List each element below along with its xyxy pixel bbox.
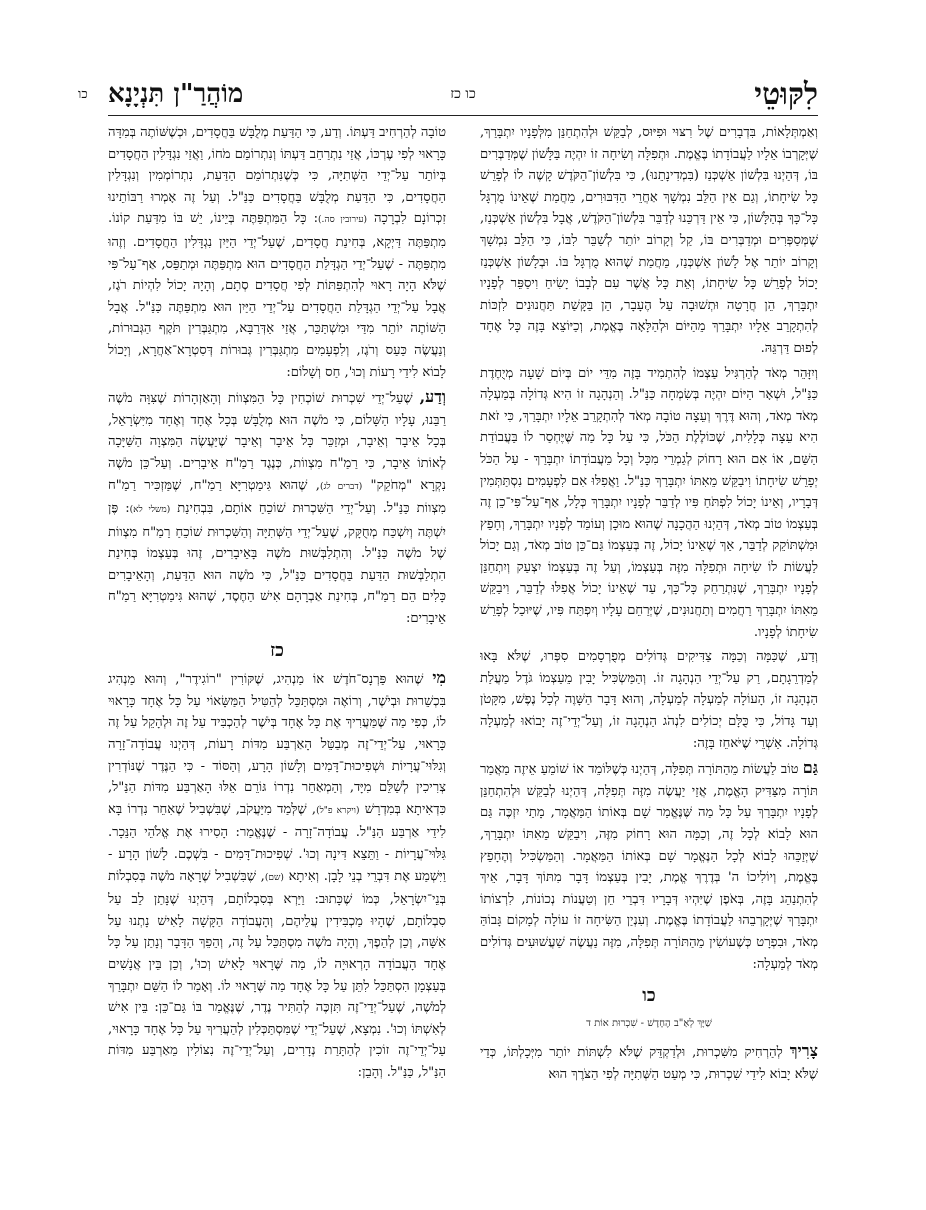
source-reference: (שם) <box>264 872 284 883</box>
running-title-right: לִקּוּטֵי <box>754 76 818 112</box>
paragraph-body: , שֶׁהוּא גִּימַטְרִיָּא רַמַ"ח, שֶׁמַּזְכִּיר רַמַ"ח מִצְווֹת כַּנַּ"ל. וְעַל־יְדֵי הַשִּׁכְרוּת שׁוֹכֵחַ אוֹתָם, בִּבְחִינַת <box>108 477 446 517</box>
section-heading: כז <box>270 639 284 661</box>
paragraph <box>108 386 446 630</box>
source-reference: (דברים לג) <box>319 481 363 492</box>
paragraph-body: טוֹב לַעֲשׂוֹת מֵהַתּוֹרָה תְּפִלָּה, דְּהַיְנוּ כְּשֶׁלּוֹמֵד אוֹ שׁוֹמֵעַ אֵיזֶה מַאֲמַר תּוֹרָה מִצַּדִּיק הָאֱמֶת, אֲזַי יַעֲשֶׂה מִזֶּה תְּפִלָּה, דְּהַיְנוּ לְבַקֵּשׁ וּלְהִתְחַנֵּן לְפָנָיו יִתְבָּרַךְ עַל כָּל מַה שֶּׁנֶּאֱמַר שָׁם בְּאוֹתוֹ הַמַּאֲמָר, מָתַי יִזְכֶּה גַּם הוּא לָבוֹא לְכָל זֶה, וְכַמָּה הוּא רָחוֹק מִזֶּה, וִיבַקֵּשׁ מֵאִתּוֹ יִתְבָּרַךְ, שֶׁיְּזַכֵּהוּ לָבוֹא לְכָל הַנֶּאֱמָר שָׁם בְּאוֹתוֹ הַמַּאֲמָר. וְהַמַּשְׂכִּיל וְהֶחָפֵץ בֶּאֱמֶת, וְיוֹלִיכוֹ ה' בְּדֶרֶךְ אֱמֶת, יָבִין בְּעַצְמוֹ דָּבָר מִתּוֹךְ דָּבָר, אֵיךְ לְהִתְנַהֵג בָּזֶה, בְּאֹפֶן שֶׁיִּהְיוּ דְּבָרָיו דִּבְרֵי חֵן וְטַעֲנוֹת נְכוֹנוֹת, לִרְצוֹתוֹ יִתְבָּרַךְ שֶׁיְּקָרְבֵהוּ לַעֲבוֹדָתוֹ בֶּאֱמֶת. וְעִנְיַן הַשִּׂיחָה זוֹ עוֹלָה לְמָקוֹם גָּבוֹהַּ מְאֹד, וּבִפְרָט כְּשֶׁעוֹשִׂין מֵהַתּוֹרָה תְּפִלָּה, מִזֶּה נַעֲשֶׂה שַׁעֲשׁוּעִים גְּדוֹלִים מְאֹד לְמַעְלָה: <box>480 762 818 972</box>
paragraph-lead-word: מִי <box>432 668 446 688</box>
paragraph <box>108 122 446 383</box>
paragraph: וְדַע, שֶׁכַּמָּה וְכַמָּה צַדִּיקִים גְּדוֹלִים מְפֻרְסָמִים סִפְּרוּ, שֶׁלֹּא בָּאוּ לְמַדְרֵגָתָם, רַק עַל־יְדֵי הַנְהָגָה זוֹ. וְהַמַּשְׂכִּיל יָבִין מֵעַצְמוֹ גֹּדֶל מַעֲלַת הַנְהָגָה זוֹ, הָעוֹלָה לְמַעְלָה לְמַעְלָה, וְהוּא דָּבָר הַשָּׁוֶה לְכָל נֶפֶשׁ, מִקָּטֹן וְעַד גָּדוֹל, כִּי כֻּלָּם יְכוֹלִים לִנְהֹג הַנְהָגָה זוֹ, וְעַל־יְדֵי־זֶה יָבוֹאוּ לְמַעְלָה גְּדוֹלָה. אַשְׁרֵי שֶׁיֹּאחֵז בָּזֶה: <box>480 649 818 751</box>
paragraph-body: לְהַרְחִיק מִשִּׁכְרוּת, וּלְדַקְדֵּק שֶׁלֹּא לִשְׁתּוֹת יוֹתֵר מִיְּכָלְתּוֹ, כְּדֵי שֶׁלֹּא יָבוֹא לִידֵי שִׁכְרוּת, כִּי מְעַט הַשְּׁתִיָּה לְפִי הַצֹּרֶךְ הוּא <box>480 1045 818 1082</box>
paragraph-body: שֶׁהוּא פַּרְנָס־חֹדֶשׁ אוֹ מַנְהִיג, שֶׁקּוֹרִין "רוֹגִידֶר", וְהוּא מַנְהִיג בִּכְשֵׁרוּת וּבְיֹשֶׁר, וְרוֹאֶה וּמִסְתַּכֵּל לְהַטִּיל הַמַּשָּׂאוֹי עַל כָּל אֶחָד כָּרָאוּי לוֹ, כְּפִי מַה שֶּׁמַּעֲרִיךְ אֶת כָּל אֶחָד בְּיֹשֶׁר לְהַכְבִּיד עַל זֶה וּלְהָקֵל עַל זֶה כָּרָאוּי, עַל־יְדֵי־זֶה מְבַטֵּל הָאַרְבַּע מִדּוֹת רָעוֹת, דְּהַיְנוּ עֲבוֹדָה־זָרָה וְגִלּוּי־עֲרָיוֹת וּשְׁפִיכוּת־דָּמִים וְלָשׁוֹן הָרָע, וְהַסּוֹד - כִּי הַנֶּדֶר שֶׁנּוֹדְרִין צְרִיכִין לְשַׁלֵּם מִיָּד, וְהַמְאַחֵר נִדְרוֹ גּוֹרֵם אֵלּוּ הָאַרְבַּע מִדּוֹת הַנַּ"ל, כִּדְאִיתָא בְּמִדְרָשׁ <box>108 672 446 817</box>
paragraph-body: , שֶׁבִּשְׁבִיל שֶׁרָאָה מֹשֶׁה בְּסִבְלוֹת בְּנֵי־יִשְׂרָאֵל, כְּמוֹ שֶׁכָּתוּב: וַיַּרְא בְּסִבְלוֹתָם, דְּהַיְנוּ שֶׁנָּתַן לֵב עַל סִבְלוֹתָם, שֶׁהָיוּ מַכְבִּידִין עֲלֵיהֶם, וְהָעֲבוֹדָה הַקָּשָׁה לָאִישׁ נָתְנוּ עַל אִשָּׁה, וְכֵן לְהֵפֶךְ, וְהָיָה מֹשֶׁה מִסְתַּכֵּל עַל זֶה, וְהֵפֵךְ הַדָּבָר וְנָתַן עַל כָּל אֶחָד הָעֲבוֹדָה הָרְאוּיָה לוֹ, מַה שֶּׁרָאוּי לָאִישׁ וְכוּ', וְכֵן בֵּין אֲנָשִׁים בְּעַצְמָן הִסְתַּכֵּל לִתֵּן עַל כָּל אֶחָד מַה שֶּׁרָאוּי לוֹ. וְאָמַר לוֹ הַשֵּׁם יִתְבָּרַךְ לְמֹשֶׁה, שֶׁעַל־יְדֵי־זֶה תִּזְכֶּה לְהַתִּיר נֶדֶר, שֶׁנֶּאֱמַר בּוֹ גַּם־כֵּן: בֵּין אִישׁ לְאִשְׁתּוֹ וְכוּ'. נִמְצָא, שֶׁעַל־יְדֵי שֶׁמִּסְתַּכְּלִין לְהַעֲרִיךְ עַל כָּל אֶחָד כָּרָאוּי, עַל־יְדֵי־זֶה זוֹכִין לְהַתָּרַת נְדָרִים, וְעַל־יְדֵי־זֶה נִצּוֹלִין מֵאַרְבַּע מִדּוֹת הַנַּ"ל, כַּנַּ"ל. וְהָבֵן: <box>108 868 446 1080</box>
paragraph <box>108 667 446 1083</box>
paragraph: וְיִזָּהֵר מְאֹד לְהַרְגִּיל עַצְמוֹ לְהִתְמִיד בָּזֶה מִדֵּי יוֹם בְּיוֹם שָׁעָה מְיֻחֶדֶת כַּנַּ"ל, וּשְׁאָר הַיּוֹם יִהְיֶה בְּשִׂמְחָה כַּנַּ"ל. וְהַנְהָגָה זוֹ הִיא גְּדוֹלָה בְּמַעְלָה מְאֹד מְאֹד, וְהוּא דֶּרֶךְ וְעֵצָה טוֹבָה מְאֹד לְהִתְקָרֵב אֵלָיו יִתְבָּרַךְ, כִּי זֹאת הִיא עֵצָה כְּלָלִית, שֶׁכּוֹלֶלֶת הַכֹּל, כִּי עַל כָּל מַה שֶּׁיֶּחְסַר לוֹ בַּעֲבוֹדַת הַשֵּׁם, אוֹ אִם הוּא רָחוֹק לְגַמְרֵי מִכָּל וְכָל מֵעֲבוֹדָתוֹ יִתְבָּרַךְ - עַל הַכֹּל יְפָרֵשׁ שִׂיחָתוֹ וִיבַקֵּשׁ מֵאִתּוֹ יִתְבָּרַךְ כַּנַּ"ל. וַאֲפִלּוּ אִם לִפְעָמִים נִסְתַּתְּמִין דְּבָרָיו, וְאֵינוֹ יָכוֹל לִפְתֹּחַ פִּיו לְדַבֵּר לְפָנָיו יִתְבָּרַךְ כְּלָל, אַף־עַל־פִּי־כֵן זֶה בְּעַצְמוֹ טוֹב מְאֹד, דְּהַיְנוּ הַהֲכָנָה שֶׁהוּא מוּכָן וְעוֹמֵד לְפָנָיו יִתְבָּרַךְ, וְחָפֵץ וּמִשְׁתּוֹקֵק לְדַבֵּר, אַךְ שֶׁאֵינוֹ יָכוֹל, זֶה בְּעַצְמוֹ גַּם־כֵּן טוֹב מְאֹד, וְגַם יָכוֹל לַעֲשׂוֹת לוֹ שִׂיחָה וּתְפִלָּה מִזֶּה בְּעַצְמוֹ, וְעַל זֶה בְּעַצְמוֹ יִצְעַק וְיִתְחַנֵּן לְפָנָיו יִתְבָּרַךְ, שֶׁנִּתְרַחֵק כָּל־כָּךְ, עַד שֶׁאֵינוֹ יָכוֹל אֲפִלּוּ לְדַבֵּר, וִיבַקֵּשׁ מֵאִתּוֹ יִתְבָּרַךְ רַחֲמִים וְתַחֲנוּנִים, שֶׁיְּרַחֵם עָלָיו וְיִפְתַּח פִּיו, שֶׁיּוּכַל לְפָרֵשׁ שִׂיחָתוֹ לְפָנָיו. <box>480 365 818 640</box>
paragraph-lead-word: וְדַע, <box>419 387 446 407</box>
source-reference: (ויקרא פ"ל) <box>316 805 360 816</box>
paragraph-lead-word: צָרִיךְ <box>789 1041 818 1061</box>
running-title-left: מוֹהֲרַ"ן תִּנְיָנָא <box>108 79 244 109</box>
page-number-center: כו כז <box>450 85 476 102</box>
paragraph-body: : כָּל הַמִּתְפַּתֶּה בְּיֵינוֹ, יֵשׁ בּוֹ מִדַּעַת קוֹנוֹ. מִתְפַּתֶּה דַּיְקָא, בְּחִינַת חֲסָדִים, שֶׁעַל־יְדֵי הַיַּיִן נִגְדָּלִין הַחֲסָדִים. וְזֶהוּ מִתְפַּתֶּה - שֶׁעַל־יְדֵי הַגְדָּלַת הַחֲסָדִים הוּא מִתְפַּתֶּה וּמְתַפֵּס, אַף־עַל־פִּי שֶׁלֹּא הָיָה רָאוּי לְהִתְפַּתּוֹת לְפִי חֲסָדִים סְתָם, וְהָיָה יָכוֹל לִהְיוֹת רֹגֶז, אֲבָל עַל־יְדֵי הַגְדָּלַת הַחֲסָדִים עַל־יְדֵי הַיַּיִן הוּא מִתְפַּתֶּה כַּנַּ"ל. אֲבָל הַשּׁוֹתֶה יוֹתֵר מִדַּי וּמִשְׁתַּכֵּר, אֲזַי אַדְּרַבָּא, מִתְגַּבְּרִין תֹּקֶף הַגְּבוּרוֹת, וְנַעֲשֶׂה כַּעַס וְרֹגֶז, וְלִפְעָמִים מִתְגַּבְּרִין גְּבוּרוֹת דְּסִטְרָא־אַחֲרָא, וְיָכוֹל לָבוֹא לִידֵי רָעוֹת וְכוּ', חַס וְשָׁלוֹם: <box>108 211 446 380</box>
section-subheading: שַׁיָּךְ לְאַ"ב הֶחָדָשׁ - שִׁכְרוּת אוֹת ד <box>586 1017 712 1029</box>
section-heading: כו <box>642 985 656 1007</box>
text-column-left <box>108 122 446 1182</box>
paragraph-body: שֶׁעַל־יְדֵי שִׁכְרוּת שׁוֹכְחִין כָּל הַמִּצְווֹת וְהָאַזְהָרוֹת שֶׁצִּוָּה מֹשֶׁה רַבֵּנוּ, עָלָיו הַשָּׁלוֹם, כִּי מֹשֶׁה הוּא מְלֻבָּשׁ בְּכָל אֶחָד וְאֶחָד מִיִּשְׂרָאֵל, בְּכָל אֵיבָר וְאֵיבָר, וּמְזַכֵּר כָּל אֵיבָר וְאֵיבָר שֶׁיַּעֲשֶׂה הַמִּצְוָה הַשַּׁיָּכָה לְאוֹתוֹ אֵיבָר, כִּי רַמַ"ח מִצְווֹת, כְּנֶגֶד רַמַ"ח אֵיבָרִים. וְעַל־כֵּן מֹשֶׁה נִקְרָא "מְחֹקֵק" <box>108 391 446 493</box>
paragraph: וְאַמְתְּלָאוֹת, בִּדְבָרִים שֶׁל רִצּוּי וּפִיּוּס, לְבַקֵּשׁ וּלְהִתְחַנֵּן מִלְּפָנָיו יִתְבָּרַךְ, שֶׁיְּקָרְבוֹ אֵלָיו לַעֲבוֹדָתוֹ בֶּאֱמֶת. וּתְפִלָּה וְשִׂיחָה זוֹ יִהְיֶה בַּלָּשׁוֹן שֶׁמְּדַבְּרִים בּוֹ, דְּהַיְנוּ בִּלְשׁוֹן אַשְׁכְּנַז (בִּמְדִינָתֵנוּ), כִּי בִּלְשׁוֹן־הַקֹּדֶשׁ קָשֶׁה לוֹ לְפָרֵשׁ כָּל שִׂיחָתוֹ, וְגַם אֵין הַלֵּב נִמְשָׁךְ אַחֲרֵי הַדִּבּוּרִים, מֵחֲמַת שֶׁאֵינוֹ מֻרְגָּל כָּל־כָּךְ בְּהַלָּשׁוֹן, כִּי אֵין דַּרְכֵּנוּ לְדַבֵּר בִּלְשׁוֹן־הַקֹּדֶשׁ, אֲבָל בִּלְשׁוֹן אַשְׁכְּנַז, שֶׁמְּסַפְּרִים וּמְדַבְּרִים בּוֹ, קַל וְקָרוֹב יוֹתֵר לְשַׁבֵּר לִבּוֹ, כִּי הַלֵּב נִמְשָׁךְ וְקָרוֹב יוֹתֵר אֶל לָשׁוֹן אַשְׁכְּנַז, מֵחֲמַת שֶׁהוּא מֻרְגָּל בּוֹ. וּבְלָשׁוֹן אַשְׁכְּנַז יָכוֹל לְפָרֵשׁ כָּל שִׂיחָתוֹ, וְאֵת כָּל אֲשֶׁר עִם לְבָבוֹ יָשִׂיחַ וִיסַפֵּר לְפָנָיו יִתְבָּרַךְ, הֵן חֲרָטָה וּתְשׁוּבָה עַל הֶעָבָר, הֵן בַּקָּשַׁת תַּחֲנוּנִים לִזְכּוֹת לְהִתְקָרֵב אֵלָיו יִתְבָּרַךְ מֵהַיּוֹם וּלְהַלָּאָה בֶּאֱמֶת, וְכַיּוֹצֵא בָּזֶה כָּל אֶחָד לְפוּם דַּרְגֵּהּ. <box>480 125 818 356</box>
paragraph <box>480 757 818 975</box>
paragraph-lead-word: גַּם <box>802 758 818 778</box>
source-reference: (עירובין סה.) <box>318 215 368 226</box>
source-reference: (משלי לא) <box>129 505 171 516</box>
header-rule <box>108 115 818 116</box>
paragraph <box>480 1040 818 1085</box>
running-header <box>78 74 818 114</box>
page-number-left: כו <box>78 87 88 102</box>
text-column-right <box>480 122 818 1182</box>
paragraph-body: , שֶׁלְּמַד מִיַּעֲקֹב, שֶׁבִּשְׁבִיל שֶׁאִחֵר נִדְרוֹ בָּא לִידֵי אַרְבַּע הַנַּ"ל. עֲבוֹדָה־זָרָה - שֶׁנֶּאֱמַר: הָסִירוּ אֶת אֱלֹהֵי הַנֵּכָר. גִּלּוּי־עֲרָיוֹת - וַתֵּצֵא דִּינָה וְכוּ'. שְׁפִיכוּת־דָּמִים - בִּשְׁכֶם. לָשׁוֹן הָרָע - וַיִּשְׁמַע אֶת דִּבְרֵי בְנֵי לָבָן. וְאִיתָא <box>108 801 446 884</box>
paragraph-body: טוֹבָה לְהַרְחִיב דַּעְתּוֹ. וְדַע, כִּי הַדַּעַת מְלֻבָּשׁ בַּחֲסָדִים, וּכְשֶׁשּׁוֹתֶה בְּמִדָּה כָּרָאוּי לְפִי עֶרְכּוֹ, אֲזַי נִתְרַחֵב דַּעְתּוֹ וְנִתְרוֹמֵם מֹחוֹ, וַאֲזַי נִגְדָּלִין הַחֲסָדִים בְּיוֹתֵר עַל־יְדֵי הַשְּׁתִיָּה, כִּי כְּשֶׁנִּתְרוֹמֵם הַדַּעַת, נִתְרוֹמְמִין וְנִגְדָּלִין הַחֲסָדִים, כִּי הַדַּעַת מְלֻבָּשׁ בַּחֲסָדִים כַּנַּ"ל. וְעַל זֶה אָמְרוּ רַבּוֹתֵינוּ זִכְרוֹנָם לִבְרָכָה <box>108 125 446 227</box>
paragraph-body: : פֶּן יִשְׁתֶּה וְיִשְׁכַּח מְחֻקָּק, שֶׁעַל־יְדֵי הַשְּׁתִיָּה וְהַשִּׁכְרוּת שׁוֹכֵחַ רַמַ"ח מִצְווֹת שֶׁל מֹשֶׁה כַּנַּ"ל. וְהִתְלַבְּשׁוּת מֹשֶׁה בָּאֵיבָרִים, זֶהוּ בְּעַצְמוֹ בְּחִינַת הִתְלַבְּשׁוּת הַדַּעַת בַּחֲסָדִים כַּנַּ"ל, כִּי מֹשֶׁה הוּא הַדַּעַת, וְהָאֵיבָרִים כָּלִים הֵם רַמַ"ח, בְּחִינַת אַבְרָהָם אִישׁ הַחֶסֶד, שֶׁהוּא גִּימַטְרִיָּא רַמַ"ח אֵיבָרִים: <box>108 501 446 627</box>
